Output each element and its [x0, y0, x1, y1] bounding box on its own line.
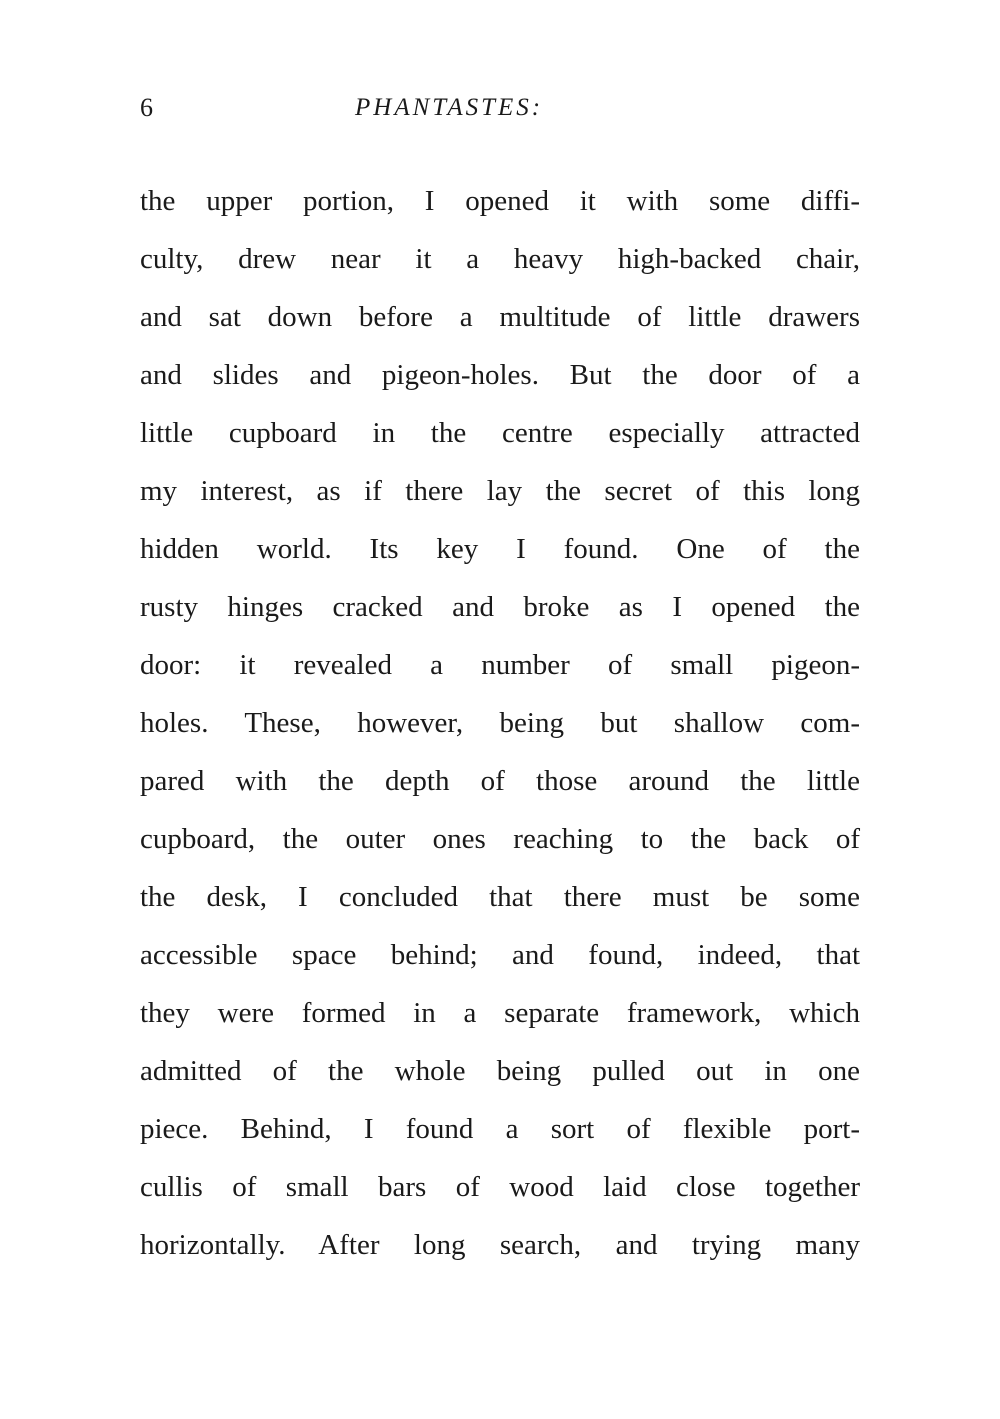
- text-line: the upper portion, I opened it with some diffi-: [140, 185, 860, 217]
- text-line: hidden world. Its key I found. One of the: [140, 533, 860, 565]
- page-header: [140, 88, 860, 128]
- text-line: horizontally. After long search, and trying many: [140, 1229, 860, 1261]
- text-line: little cupboard in the centre especially attracted: [140, 417, 860, 449]
- text-line: my interest, as if there lay the secret of this long: [140, 475, 860, 507]
- text-line: they were formed in a separate framework, which: [140, 997, 860, 1029]
- text-line: and sat down before a multitude of little drawers: [140, 301, 860, 333]
- text-line: accessible space behind; and found, indeed, that: [140, 939, 860, 971]
- text-line: holes. These, however, being but shallow com-: [140, 707, 860, 739]
- text-line: culty, drew near it a heavy high-backed chair,: [140, 243, 860, 275]
- text-line: admitted of the whole being pulled out in one: [140, 1055, 860, 1087]
- text-line: cullis of small bars of wood laid close together: [140, 1171, 860, 1203]
- text-line: pared with the depth of those around the little: [140, 765, 860, 797]
- text-line: rusty hinges cracked and broke as I opened the: [140, 591, 860, 623]
- text-line: piece. Behind, I found a sort of flexible port-: [140, 1113, 860, 1145]
- text-line: the desk, I concluded that there must be some: [140, 881, 860, 913]
- running-title: PHANTASTES:: [355, 94, 544, 121]
- text-line: and slides and pigeon-holes. But the door of a: [140, 359, 860, 391]
- text-line: cupboard, the outer ones reaching to the back of: [140, 823, 860, 855]
- text-line: door: it revealed a number of small pigeon-: [140, 649, 860, 681]
- body-text: [140, 172, 860, 1274]
- page-number: 6: [140, 93, 153, 122]
